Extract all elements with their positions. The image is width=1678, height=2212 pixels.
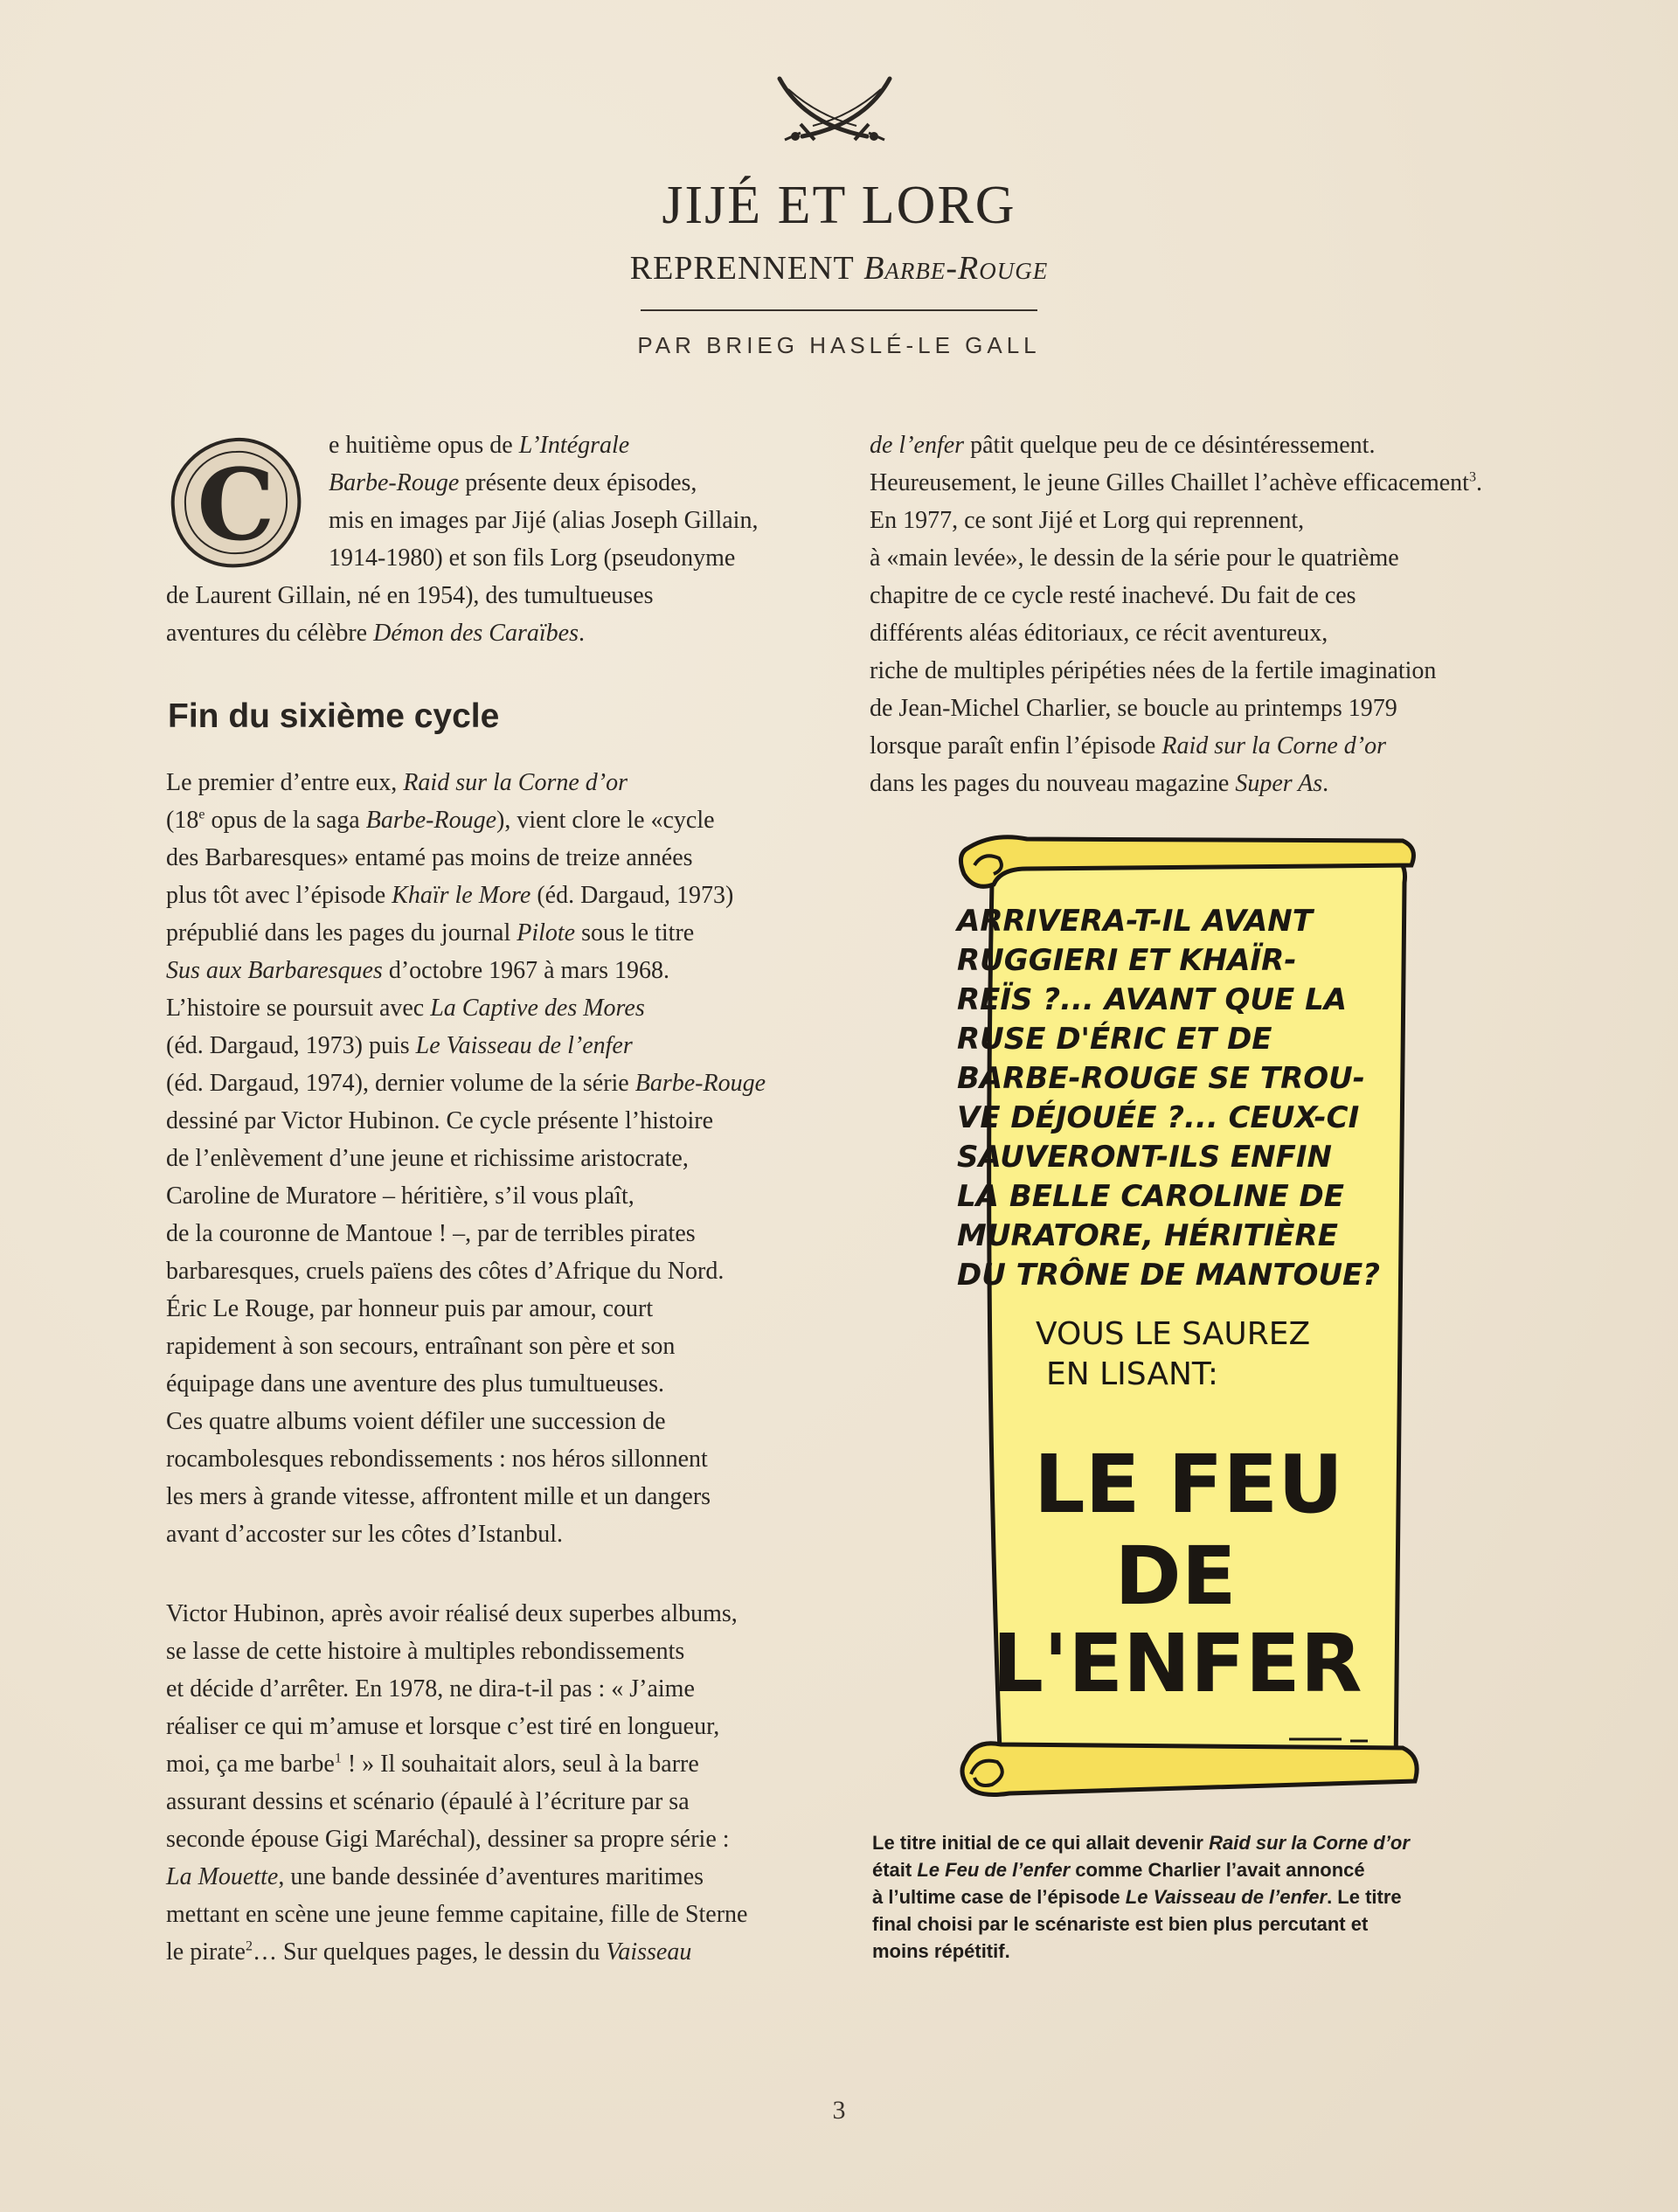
text-span: Vaisseau [606,1938,692,1966]
text-span: réaliser ce qui m’amuse et lorsque c’est tiré en longueur, [166,1713,720,1740]
text-span: Éric Le Rouge, par honneur puis par amour, court [166,1295,654,1322]
text-line [166,801,865,839]
section-heading: Fin du sixième cycle [168,697,500,735]
text-span: avant d’accoster sur les côtes d’Istanbul. [166,1521,564,1548]
text-span: lorsque paraît enfin l’épisode [870,732,1162,759]
text-line [870,727,1534,765]
text-span: équipage dans une aventure des plus tumultueuses. [166,1370,664,1397]
scroll-line: SAUVERONT-ILS ENFIN [957,1140,1332,1175]
text-span: Sus aux Barbaresques [166,957,383,984]
text-span: Barbe-Rouge [634,1070,766,1097]
text-line [166,914,865,952]
text-span: , une bande dessinée d’aventures maritimes [278,1863,704,1890]
text-span: seconde épouse Gigi Maréchal), dessiner sa propre série : [166,1826,730,1853]
text-line [166,1064,865,1102]
scroll-line: RUSE D'ÉRIC ET DE [957,1022,1272,1057]
text-span: riche de multiples péripéties nées de la fertile imagination [870,657,1437,684]
scroll-big-title: L'ENFER [992,1617,1363,1710]
text-span: e huitième opus de [329,432,519,459]
scroll-line: MURATORE, HÉRITIÈRE [957,1218,1338,1253]
text-span: e [198,807,205,822]
text-line [166,989,865,1027]
text-line [870,426,1534,464]
scroll-big-title: LE FEU [1034,1438,1343,1531]
text-span: Victor Hubinon, après avoir réalisé deux superbes albums, [166,1600,738,1627]
scroll-line: LA BELLE CAROLINE DE [957,1179,1344,1214]
text-span: (éd. Dargaud, 1973) [530,882,734,909]
text-span: barbaresques, cruels païens des côtes d’Afrique du Nord. [166,1258,725,1285]
text-line [166,952,865,989]
text-span: Khaïr le More [392,882,531,909]
text-span: à l’ultime case de l’épisode [872,1886,1126,1908]
text-span: L’histoire se poursuit avec [166,995,431,1022]
comic-scroll-illustration [948,830,1429,1822]
text-span: La Captive des Mores [430,995,645,1022]
text-span: Le Vaisseau de l’enfer [1125,1886,1328,1908]
text-span: . [578,620,585,647]
text-span: les mers à grande vitesse, affrontent mille et un dangers [166,1483,711,1510]
text-line [166,464,830,502]
scroll-line: RUGGIERI ET KHAÏR- [957,943,1297,978]
text-span: . [1322,770,1329,797]
text-span: Super As [1235,770,1323,797]
text-span: Raid sur la Corne d’or [1209,1832,1410,1854]
text-span: . [1475,469,1482,496]
text-span: aventures du célèbre [166,620,374,647]
body-paragraph-1 [166,764,865,1553]
text-span: 2 [245,1938,253,1954]
text-span: de Jean-Michel Charlier, se boucle au printemps 1979 [870,695,1397,722]
text-span: 3 [1468,469,1476,485]
text-span: et décide d’arrêter. En 1978, ne dira-t-il pas : « J’aime [166,1675,695,1702]
text-span: ! » Il souhaitait alors, seul à la barre [341,1751,699,1778]
scroll-line: BARBE-ROUGE SE TROU- [957,1061,1365,1096]
subtitle-series: Barbe-Rouge [863,250,1049,287]
text-span: Heureusement, le jeune Gilles Chaillet l’achève efficacement [870,469,1469,496]
text-span: 1914-1980) et son fils Lorg (pseudonyme [329,544,736,572]
text-span: était [872,1859,918,1881]
text-span: le pirate [166,1938,246,1966]
text-span: dans les pages du nouveau magazine [870,770,1236,797]
text-span: prépublié dans les pages du journal [166,919,517,947]
scroll-line: VE DÉJOUÉE ?... CEUX-CI [957,1100,1360,1135]
subtitle-prefix: REPRENNENT [629,250,855,287]
text-span: présente deux épisodes, [459,469,697,496]
text-span: Le premier d’entre eux, [166,769,404,796]
page-title: JIJÉ ET LORG [662,176,1016,235]
text-span: plus tôt avec l’épisode [166,882,392,909]
text-span: de la couronne de Mantoue ! –, par de terribles pirates [166,1220,696,1247]
text-line [166,1933,865,1971]
text-span: différents aléas éditoriaux, ce récit aventureux, [870,620,1328,647]
text-line [166,614,830,652]
text-span: Le titre initial de ce qui allait devenir [872,1832,1210,1854]
text-span: rocambolesques rebondissements : nos héros sillonnent [166,1446,708,1473]
text-span: assurant dessins et scénario (épaulé à l’écriture par sa [166,1788,690,1815]
text-line [166,764,865,801]
text-span: rapidement à son secours, entraînant son père et son [166,1333,676,1360]
text-span: (18 [166,807,199,834]
text-span: Raid sur la Corne d’or [403,769,628,796]
text-line [872,1883,1510,1910]
text-span: sous le titre [575,919,695,947]
text-span: Pilote [517,919,576,947]
scroll-big-title: DE [1114,1529,1237,1623]
text-line [166,1745,865,1783]
text-span: moi, ça me barbe [166,1751,335,1778]
text-line [872,1829,1510,1856]
text-span: mettant en scène une jeune femme capitaine, fille de Sterne [166,1901,748,1928]
text-span: se lasse de cette histoire à multiples rebondissements [166,1638,685,1665]
text-line [870,464,1534,502]
crossed-swords-icon [769,70,900,149]
text-span: Ces quatre albums voient défiler une succession de [166,1408,666,1435]
body-paragraph-2 [166,1595,865,1971]
dropcap-letter: C [197,448,275,563]
text-span: dessiné par Victor Hubinon. Ce cycle présente l’histoire [166,1107,714,1134]
text-span: . Le titre [1327,1886,1402,1908]
text-span: de l’enlèvement d’une jeune et richissime aristocrate, [166,1145,689,1172]
text-span: à «main levée», le dessin de la série pour le quatrième [870,544,1399,572]
text-span: Le Feu de l’enfer [917,1859,1071,1881]
text-line [166,1027,865,1064]
text-span: d’octobre 1967 à mars 1968. [382,957,669,984]
text-span: Barbe-Rouge [329,469,460,496]
text-span: moins répétitif. [872,1940,1010,1962]
text-line [166,426,830,464]
text-span: En 1977, ce sont Jijé et Lorg qui reprennent, [870,507,1305,534]
text-span: L’Intégrale [518,432,630,459]
text-line [166,1858,865,1896]
text-span: Caroline de Muratore – héritière, s’il vous plaît, [166,1182,634,1210]
text-span: … Sur quelques pages, le dessin du [252,1938,607,1966]
text-span: La Mouette [166,1863,279,1890]
text-span: comme Charlier l’avait annoncé [1070,1859,1365,1881]
text-span: Barbe-Rouge [365,807,497,834]
scroll-bottom-roll [962,1744,1417,1795]
page-subtitle [0,249,1678,288]
scroll-answer-line: VOUS LE SAUREZ [1036,1316,1311,1352]
text-span: de Laurent Gillain, né en 1954), des tumultueuses [166,582,654,609]
text-span: (éd. Dargaud, 1973) puis [166,1032,416,1059]
text-line [872,1856,1510,1883]
text-span: Le Vaisseau de l’enfer [415,1032,633,1059]
text-span: chapitre de ce cycle resté inachevé. Du fait de ces [870,582,1356,609]
text-span: de l’enfer [870,432,965,459]
text-span: final choisi par le scénariste est bien plus percutant et [872,1913,1369,1935]
text-span: (éd. Dargaud, 1974), dernier volume de la série [166,1070,635,1097]
text-span: Démon des Caraïbes [373,620,579,647]
scroll-line: DU TRÔNE DE MANTOUE? [957,1258,1381,1293]
text-span: des Barbaresques» entamé pas moins de treize années [166,844,693,871]
author-byline: PAR BRIEG HASLÉ-LE GALL [637,332,1041,358]
right-column-paragraph [870,426,1534,802]
scroll-answer-line: EN LISANT: [1046,1356,1219,1392]
text-span: ), vient clore le «cycle [496,807,715,834]
text-span: 1 [334,1751,342,1766]
text-line [166,877,865,914]
text-span: opus de la saga [205,807,366,834]
text-line [870,765,1534,802]
text-span: pâtit quelque peu de ce désintéressement. [964,432,1376,459]
page-number: 3 [832,2096,846,2125]
scroll-line: ARRIVERA-T-IL AVANT [957,904,1313,939]
text-span: mis en images par Jijé (alias Joseph Gillain, [329,507,759,534]
figure-caption [872,1829,1510,1965]
text-span: Raid sur la Corne d’or [1161,732,1387,759]
intro-paragraph [166,426,830,652]
title-divider [641,309,1037,311]
scroll-line: REÏS ?... AVANT QUE LA [957,982,1348,1017]
